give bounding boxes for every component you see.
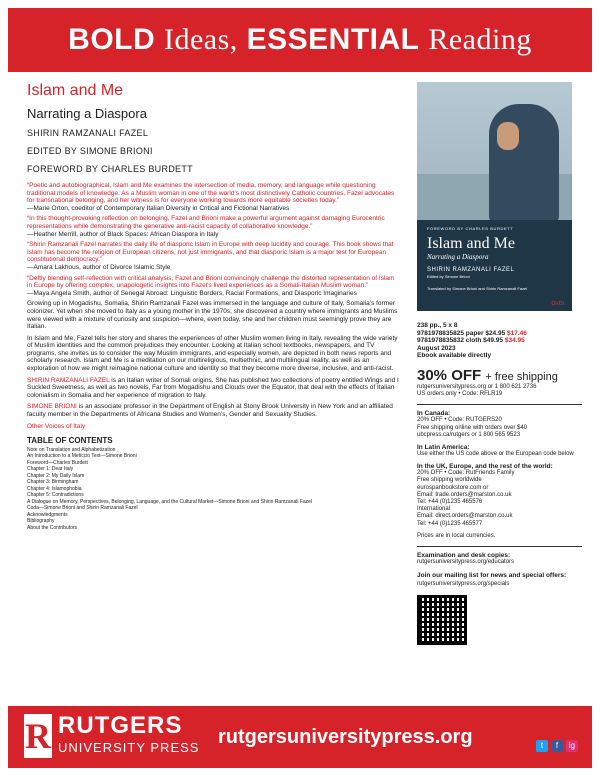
- book-author: SHIRIN RAMZANALI FAZEL: [27, 128, 149, 138]
- description-paragraph: Growing up in Mogadishu, Somalia, Shirin Ramzanali Fazel was immersed in the language and culture of Italy, Somalia’s former colonizer. Yet when she moved to Italy as a young mother in the 1970s, she discovered a country where immigrants and Muslims were viewed with a mixture of curiosity and suspicion—where, even today, she and her children must seemingly prove they are Italian.: [27, 300, 398, 331]
- region-line: eurospanbookstore.com or: [417, 484, 489, 491]
- region-block: [417, 463, 582, 528]
- exam-heading: Examination and desk copies:: [417, 552, 511, 560]
- offer-contact[interactable]: rutgersuniversitypress.org or 1 800 621 2736: [417, 383, 537, 390]
- cover-foreword: FOREWORD BY CHARLES BURDETT: [427, 226, 514, 231]
- toc-item: A Dialogue on Memory, Perspectives, Belonging, Language, and the Cultural Market—Simone Brioni and Shirin Ramzanali Fazel: [27, 498, 313, 505]
- banner-tagline: [68, 23, 532, 57]
- bio-paragraph: [27, 377, 399, 400]
- toc-list: [27, 447, 399, 532]
- endorsement-quote: “Shirin Ramzanali Fazel narrates the daily life of diasporic Islam in Europe with deep lucidity and courage. This book shows that Islam has become the religion of European citizens, not just immigrants, and that diasporic Islam is a major test for European constitutional democracy.”: [27, 241, 394, 264]
- spec-date: August 2023: [417, 344, 456, 352]
- banner-word-2: Reading: [428, 23, 532, 56]
- toc-item: Bibliography: [27, 518, 55, 525]
- region-line: Tel: +44 (0)1235 465576: [417, 499, 483, 505]
- region-line: Email: trade.orders@marston.co.uk: [417, 491, 512, 498]
- prices-note: Prices are in local currencies.: [417, 532, 496, 539]
- spec-pages: 238 pp., 5 x 8: [417, 322, 458, 329]
- mailing-heading: Join our mailing list for news and special offers: rutgersuniversitypress.org/specials: [417, 572, 567, 588]
- cover-translator: Translated by Simone Brioni and Shirin Ramzanali Fazel: [427, 286, 528, 291]
- cover-publisher-logo: OVOI: [551, 301, 564, 307]
- toc-item: Chapter 4: Islamophobia: [27, 485, 82, 492]
- endorsements: [27, 182, 399, 297]
- region-line: Free shipping online with orders over $40: [417, 424, 528, 431]
- region-block: [417, 444, 582, 458]
- book-foreword: FOREWORD BY CHARLES BURDETT: [27, 164, 193, 174]
- discount-offer: 30% OFF + free shipping: [417, 366, 558, 384]
- toc-item: Chapter 3: Birmingham: [27, 479, 79, 486]
- regional-offers: [417, 410, 582, 527]
- endorsement-attribution: —Amara Lakhous, author of Divorce Islamic Style: [27, 263, 171, 271]
- instagram-icon[interactable]: ig: [566, 740, 578, 752]
- endorsement-quote: “Poetic and autobiographical, Islam and Me examines the intersection of media, memory, and language while questioning traditional models of knowledge. As a Muslim woman in one of the world’s most distinctively Catholic countries, Fazel advocates for transnational belonging, and her witness is for everyone working towards more equitable societies today.”: [27, 182, 395, 205]
- publisher-url[interactable]: rutgersuniversitypress.org: [218, 726, 473, 748]
- book-description: [27, 300, 399, 372]
- banner-bold-2: ESSENTIAL: [246, 23, 420, 56]
- toc-item: Acknowledgments: [27, 511, 68, 518]
- exam-link[interactable]: rutgersuniversitypress.org/educators: [417, 559, 515, 566]
- book-subtitle: Narrating a Diaspora: [27, 106, 147, 121]
- endorsement: [27, 215, 399, 238]
- toc-item: An Introduction to a Meticcio Text—Simone Brioni: [27, 453, 137, 460]
- book-cover: [417, 82, 572, 311]
- divider: [417, 404, 582, 405]
- divider: [417, 546, 582, 547]
- cover-editor: Edited by Simone Brioni: [427, 274, 470, 279]
- main-column: [27, 82, 399, 531]
- description-paragraph: In Islam and Me, Fazel tells her story and shares the experiences of other Muslim women living in Italy, revealing the wide variety of Muslim identities and the common prejudices they encounter. Looking at Italian school textbooks, newspapers, and TV programs, she invites us to consider the way Muslim immigrants, and especially women, are depicted in both news reports and scholarly research. Islam and Me is a meditation on our multireligious, multiethnic, and multilingual reality, as well as an exploration of how we might reimagine national culture and identity so that they become more diverse, inclusive, and anti-racist.: [27, 334, 398, 373]
- footer-banner: [8, 706, 592, 768]
- region-heading: In Latin America:: [417, 443, 470, 451]
- bio-name: SHIRIN RAMZANALI FAZEL: [27, 376, 110, 384]
- cover-face: [497, 122, 519, 150]
- endorsement: [27, 241, 399, 271]
- region-heading: In Canada:: [417, 410, 451, 418]
- spec-paper: 9781978835825 paper $24.95 $17.46: [417, 329, 527, 337]
- facebook-icon[interactable]: f: [551, 740, 563, 752]
- region-line: 20% OFF • Code: RUTGERS20: [417, 417, 502, 424]
- toc-heading: TABLE OF CONTENTS: [27, 435, 113, 445]
- region-heading: In the UK, Europe, and the rest of the world:: [417, 463, 553, 471]
- toc-item: About the Contributors: [27, 524, 78, 531]
- region-line: ubcpress.ca/rutgers or 1 800 565 9523: [417, 431, 521, 438]
- endorsement-attribution: —Marie Orton, coeditor of Contemporary Italian Diversity in Critical and Fictional Narratives: [27, 204, 290, 212]
- region-line: Tel: +44 (0)1235 465577: [417, 520, 483, 527]
- endorsement-quote: “Deftly blending self-reflection with critical analysis, Fazel and Brioni convincingly challenge the distorted representation of Islam in Europe by offering complex, unapologetic insights into Fazel’s lived experiences as a Somali-Italian Muslim woman.”: [27, 274, 395, 290]
- region-block: [417, 410, 582, 439]
- cover-author: SHIRIN RAMZANALI FAZEL: [427, 267, 515, 273]
- bio-text: is an Italian writer of Somali origins. She has published two collections of poetry entitled Wings and I Suckled Sweetness, as well as two novels, Far from Mogadishu and Clouds over the Equator, that deal with the effects of Italian colonialism in Somalia and her experience of migration to Italy.: [27, 376, 399, 399]
- banner-bold-1: BOLD: [68, 23, 156, 56]
- spec-cloth: 9781978835832 cloth $49.95 $34.95: [417, 337, 525, 345]
- region-line: 20% OFF • Code: RutFriends Family: [417, 470, 515, 477]
- cover-figure: [489, 104, 559, 224]
- bio-paragraph: [27, 403, 399, 418]
- order-sidebar: [417, 322, 582, 645]
- toc-item: Coda—Simone Brioni and Shirin Ramzanali Fazel: [27, 505, 138, 512]
- offer-code: US orders only • Code: RFLR19: [417, 391, 503, 398]
- endorsement-attribution: —Maya Angela Smith, author of Senegal Abroad: Linguistic Borders, Racial Formations, and Diasporic Imaginaries: [27, 289, 357, 297]
- publisher-sub: UNIVERSITY PRESS: [58, 740, 200, 755]
- cover-panel: [417, 220, 572, 311]
- region-line: Use either the US code above or the European code below: [417, 450, 574, 457]
- publisher-name: RUTGERS: [58, 712, 183, 739]
- toc-item: Chapter 5: Contradictions: [27, 492, 84, 499]
- twitter-icon[interactable]: t: [536, 740, 548, 752]
- spec-ebook: Ebook available directly: [417, 352, 492, 360]
- endorsement: [27, 182, 399, 212]
- region-line: International: [417, 506, 451, 513]
- toc-item: Note on Translation and Alphabetization: [27, 446, 116, 453]
- bio-name: SIMONE BRIONI: [27, 403, 77, 411]
- toc-item: Chapter 2: My Daily Islam: [27, 472, 85, 479]
- endorsement-quote: “In this thought-provoking reflection on belonging, Fazel and Brioni make a powerful argument against damaging Eurocentric representations while demonstrating the generative anti-racist capacity of collaborative knowledge.”: [27, 215, 385, 230]
- region-line: Email: direct.orders@marston.co.uk: [417, 513, 513, 520]
- cover-subtitle: Narrating a Diaspora: [427, 253, 489, 261]
- series-link[interactable]: Other Voices of Italy: [27, 422, 86, 430]
- contributor-bios: [27, 377, 399, 419]
- book-editor: EDITED BY SIMONE BRIONI: [27, 146, 153, 156]
- social-icons: [536, 740, 578, 752]
- header-banner: [8, 8, 592, 72]
- rutgers-logo: R: [25, 716, 51, 756]
- endorsement-attribution: —Heather Merrill, author of Black Spaces: African Diaspora in Italy: [27, 230, 219, 238]
- endorsement: [27, 275, 399, 298]
- bio-text: is an associate professor in the Department of English at Stony Brook University in New York and an affiliated faculty member in the Departments of Africana Studies and Women’s, Gender and Sexuality Studies.: [27, 403, 393, 419]
- book-title: Islam and Me: [27, 82, 124, 99]
- banner-word-1: Ideas,: [164, 23, 238, 56]
- toc-item: Chapter 1: Dear Italy: [27, 466, 74, 473]
- mailing-link[interactable]: rutgersuniversitypress.org/specials: [417, 581, 510, 588]
- region-line: Free shipping worldwide: [417, 477, 482, 484]
- cover-title: Islam and Me: [427, 235, 515, 252]
- qr-code[interactable]: [417, 595, 467, 645]
- toc-item: Foreword—Charles Burdett: [27, 459, 88, 466]
